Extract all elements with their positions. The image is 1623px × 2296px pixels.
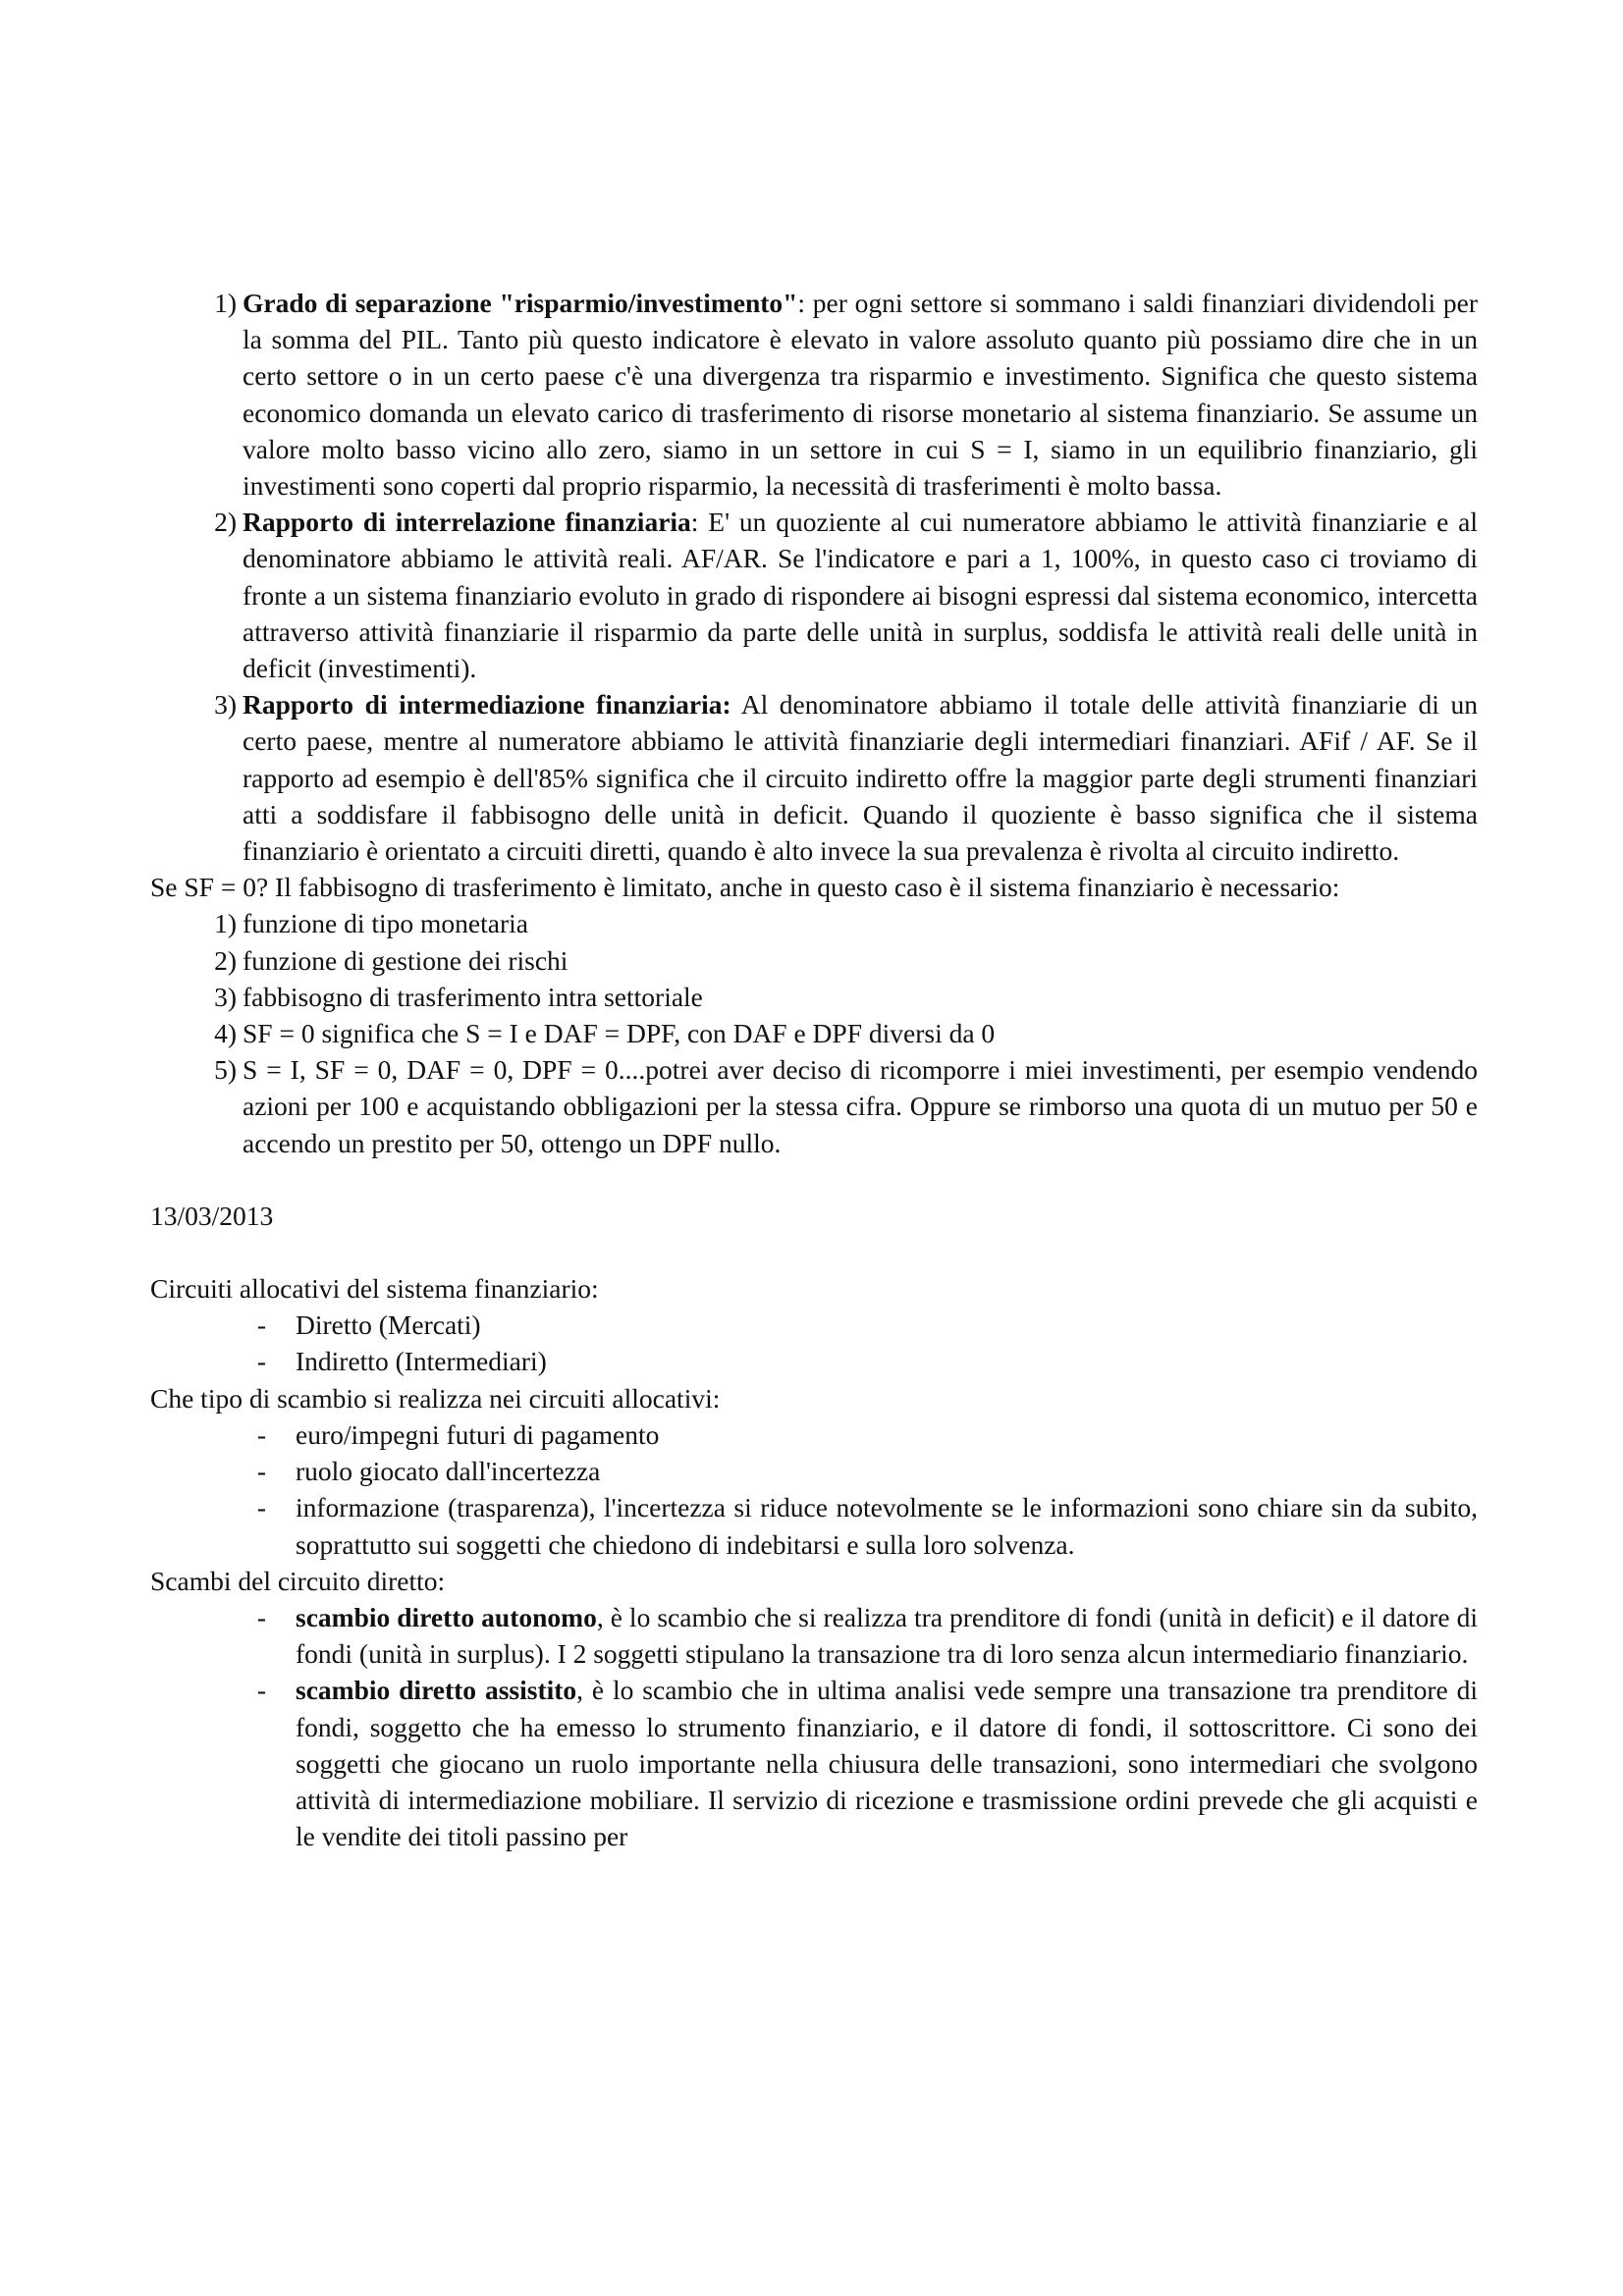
list-item — [150, 686, 1478, 869]
list-number: 3) — [214, 689, 237, 721]
list-text: informazione (trasparenza), l'incertezza si riduce notevolmente se le informazioni sono chiare sin da subito, soprattutto sui soggetti che chiedono di indebitarsi e sulla loro solvenza. — [296, 1492, 1478, 1560]
dash-bullet: - — [256, 1418, 266, 1450]
circuiti-list — [150, 1307, 1478, 1379]
term-description: , è lo scambio che si realizza tra prenditore di fondi (unità in deficit) e il datore di fondi (unità in surplus). I 2 soggetti stipulano la transazione tra di loro senza alcun intermediario finanziario. — [296, 1601, 1478, 1670]
sf-paragraph: Se SF = 0? Il fabbisogno di trasferimento è limitato, anche in questo caso è il sistema finanziario è necessario: — [150, 872, 1340, 903]
list-text: fabbisogno di trasferimento intra settoriale — [243, 981, 703, 1012]
list-number: 3) — [214, 981, 237, 1012]
list-text: funzione di gestione dei rischi — [243, 944, 568, 976]
term-description: , è lo scambio che in ultima analisi vede sempre una transazione tra prenditore di fondi, soggetto che ha emesso lo strumento finanziario, e il datore di fondi, il sottoscrittore. Ci sono dei soggetti che giocano un ruolo importante nella chiusura delle transazioni, sono intermediari che svolgono attività di intermediazione mobiliare. Il servizio di ricezione e trasmissione ordini prevede che gli acquisti e le vendite dei titoli passino per — [296, 1675, 1478, 1852]
list-text: funzione di tipo monetaria — [243, 908, 528, 939]
term-description: : E' un quoziente al cui numeratore abbiamo le attività finanziarie e al denominatore abbiamo le attività reali. AF/AR. Se l'indicatore e pari a 1, 100%, in questo caso ci troviamo di fronte a un sistema finanziario evoluto in grado di rispondere ai bisogni espressi dal sistema economico, intercetta attraverso attività finanziarie il risparmio da parte delle unità in surplus, soddisfa le attività reali delle unità in deficit (investimenti). — [243, 507, 1478, 684]
list-text: SF = 0 significa che S = I e DAF = DPF, con DAF e DPF diversi da 0 — [243, 1018, 996, 1049]
diretto-heading: Scambi del circuito diretto: — [150, 1565, 446, 1596]
list-item — [150, 504, 1478, 686]
term-label: Grado di separazione "risparmio/investimento" — [243, 288, 798, 318]
list-number: 1) — [214, 908, 237, 939]
list-item — [150, 1343, 1478, 1379]
list-item — [150, 905, 1478, 941]
term-label: scambio diretto assistito — [296, 1675, 577, 1706]
dash-bullet: - — [256, 1346, 266, 1377]
list-number: 5) — [214, 1054, 237, 1086]
list-item — [150, 1015, 1478, 1051]
circuiti-heading: Circuiti allocativi del sistema finanziario: — [150, 1273, 599, 1305]
term-label: Rapporto di interrelazione finanziaria — [243, 507, 691, 538]
document-page — [150, 285, 1478, 1854]
dash-bullet: - — [256, 1675, 266, 1706]
term-label: scambio diretto autonomo — [296, 1601, 597, 1632]
term-description: Al denominatore abbiamo il totale delle attività finanziarie di un certo paese, mentre al numeratore abbiamo le attività finanziarie degli intermediari finanziari. AFif / AF. Se il rapporto ad esempio è dell'85% significa che il circuito indiretto offre la maggior parte degli strumenti finanziari atti a soddisfare il fabbisogno delle unità in deficit. Quando il quoziente è basso significa che il sistema finanziario è orientato a circuiti diretti, quando è alto invece la sua prevalenza è rivolta al circuito indiretto. — [243, 689, 1478, 867]
list-item — [150, 285, 1478, 504]
list-item — [150, 1051, 1478, 1161]
scambio-heading: Che tipo di scambio si realizza nei circuiti allocativi: — [150, 1382, 721, 1414]
dash-bullet: - — [256, 1456, 266, 1487]
list-text: euro/impegni futuri di pagamento — [296, 1418, 660, 1450]
dash-bullet: - — [256, 1309, 266, 1341]
term-label: Rapporto di intermediazione finanziaria: — [243, 689, 731, 721]
indicators-list — [150, 285, 1478, 869]
list-number: 1) — [214, 288, 237, 318]
list-text: ruolo giocato dall'incertezza — [296, 1456, 601, 1487]
sf-functions-list — [150, 905, 1478, 1160]
list-item — [150, 1453, 1478, 1489]
list-item — [150, 1489, 1478, 1562]
list-number: 4) — [214, 1018, 237, 1049]
list-number: 2) — [214, 507, 237, 538]
scambio-list — [150, 1416, 1478, 1563]
list-item — [150, 979, 1478, 1015]
list-text: Diretto (Mercati) — [296, 1309, 481, 1341]
list-item — [150, 1307, 1478, 1343]
dash-bullet: - — [256, 1601, 266, 1632]
diretto-list — [150, 1599, 1478, 1854]
list-text: Indiretto (Intermediari) — [296, 1346, 547, 1377]
list-item — [150, 1672, 1478, 1854]
dash-bullet: - — [256, 1492, 266, 1523]
term-description: : per ogni settore si sommano i saldi finanziari dividendoli per la somma del PIL. Tanto più questo indicatore è elevato in valore assoluto quanto più possiamo dire che in un certo settore o in un certo paese c'è una divergenza tra risparmio e investimento. Significa che questo sistema economico domanda un elevato carico di trasferimento di risorse monetario al sistema finanziario. Se assume un valore molto basso vicino allo zero, siamo in un settore in cui S = I, siamo in un equilibrio finanziario, gli investimenti sono coperti dal proprio risparmio, la necessità di trasferimenti è molto bassa. — [243, 288, 1478, 502]
list-item — [150, 942, 1478, 979]
lecture-date: 13/03/2013 — [150, 1200, 274, 1231]
list-item — [150, 1599, 1478, 1672]
list-item — [150, 1416, 1478, 1453]
list-number: 2) — [214, 944, 237, 976]
list-text: S = I, SF = 0, DAF = 0, DPF = 0....potrei aver deciso di ricomporre i miei investimenti, per esempio vendendo azioni per 100 e acquistando obbligazioni per la stessa cifra. Oppure se rimborso una quota di un mutuo per 50 e accendo un prestito per 50, ottengo un DPF nullo. — [243, 1054, 1478, 1158]
